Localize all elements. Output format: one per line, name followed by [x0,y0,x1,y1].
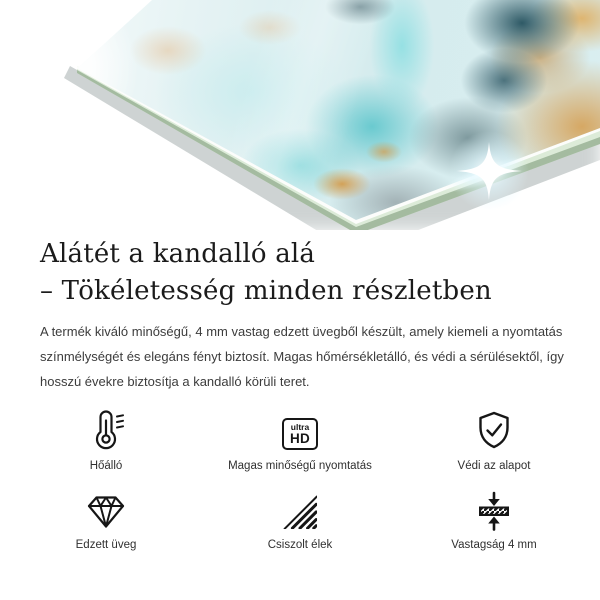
feature-label: Edzett üveg [75,539,137,551]
feature-label: Hőálló [89,460,123,472]
shield-check-icon [474,410,514,452]
feature-label: Védi az alapot [457,460,531,472]
feature-thickness-4mm [397,485,591,551]
feature-label: Csiszolt élek [267,539,333,551]
features-grid [9,406,591,551]
thickness-4mm-icon [474,491,514,531]
title-line-1: Alátét a kandalló alá [40,239,316,269]
title-line-2: – Tökéletesség minden részletben [40,276,492,306]
page-title [40,236,600,310]
feature-protects-base [397,406,591,472]
diamond-icon [84,491,128,531]
product-description: A termék kiváló minőségű, 4 mm vastag edzett üvegből készült, amely kiemeli a nyomtatás színmélységét és elegáns fényt biztosít. Magas hőmérsékletálló, és védi a sérülésektől, így hosszú évekre biztosítja a kandalló körüli teret. [40,324,564,389]
feature-label: Vastagság 4 mm [451,539,537,551]
ultra-hd-icon [282,418,318,450]
ultra-hd-icon-text-top: ultra [290,422,310,432]
sparkle-icon [447,129,531,213]
feature-ultra-hd-print [203,406,397,472]
feature-heat-resistant [9,406,203,472]
beveled-edges-icon [280,493,320,531]
feature-tempered-glass [9,485,203,551]
feature-polished-edges [203,485,397,551]
feature-label: Magas minőségű nyomtatás [228,460,372,472]
thermometer-icon [85,408,127,452]
ultra-hd-icon-text-bottom: HD [289,431,311,446]
product-image [0,0,600,230]
